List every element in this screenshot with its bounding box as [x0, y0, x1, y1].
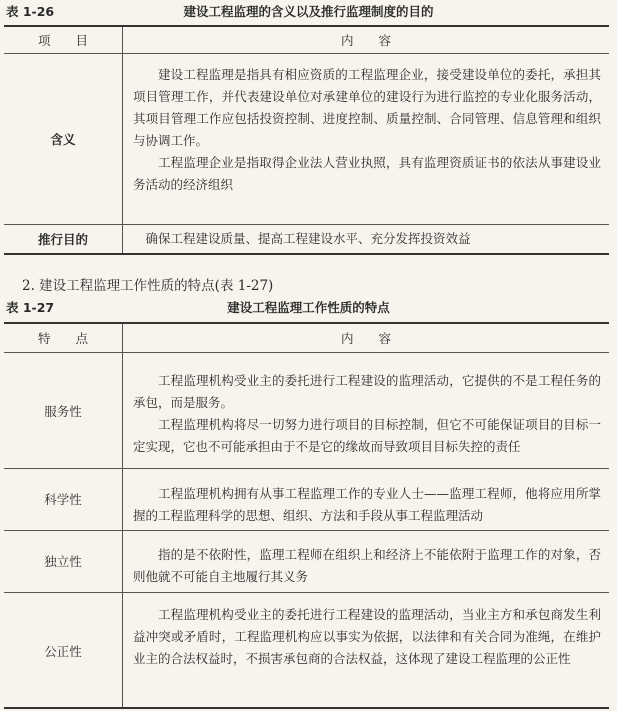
- paragraph: 工程监理机构将尽一切努力进行项目的目标控制，但它不可能保证项目的目标一定实现，它也不可能承担由于不是它的缘故而导致项目目标失控的责任: [133, 417, 601, 454]
- column-divider: [122, 324, 123, 707]
- paragraph: 确保工程建设质量、提高工程建设水平、充分发挥投资效益: [145, 231, 471, 246]
- column-divider: [122, 27, 123, 253]
- row-label-definition: 含义: [50, 132, 76, 147]
- row-content-purpose: [133, 228, 601, 250]
- row-content-scientific: [133, 483, 601, 527]
- row-label-service: 服务性: [44, 403, 82, 419]
- row-content-service: [133, 370, 601, 458]
- section-heading: 2. 建设工程监理工作性质的特点(表 1-27): [22, 278, 274, 294]
- column-header-item: 项 目: [37, 32, 88, 48]
- row-label-independence: 独立性: [44, 554, 82, 569]
- row-content-independence: [133, 544, 601, 588]
- row-label-purpose: 推行目的: [37, 232, 88, 247]
- table-bottom-rule: [4, 707, 609, 709]
- table-number: 表 1-26: [6, 4, 55, 19]
- table-caption: [6, 300, 611, 316]
- paragraph: 工程监理机构受业主的委托进行工程建设的监理活动，它提供的不是工程任务的承包，而是服务。: [133, 373, 601, 410]
- table-title: 建设工程监理的含义以及推行监理制度的目的: [183, 4, 434, 19]
- table-bottom-rule: [4, 253, 609, 255]
- row-content-impartiality: [133, 604, 601, 670]
- paragraph: 指的是不依附性，监理工程师在组织上和经济上不能依附于监理工作的对象，否则他就不可能自主地履行其义务: [133, 547, 601, 584]
- paragraph: 建设工程监理是指具有相应资质的工程监理企业，接受建设单位的委托，承担其项目管理工作，并代表建设单位对承建单位的建设行为进行监控的专业化服务活动，其项目管理工作应包括投资控制、进度控制、质量控制、合同管理、信息管理和组织与协调工作。: [133, 67, 601, 148]
- table-title: 建设工程监理工作性质的特点: [227, 300, 390, 315]
- paragraph: 工程监理机构拥有从事工程监理工作的专业人士——监理工程师，他将应用所掌握的工程监理科学的思想、组织、方法和手段从事工程监理活动: [133, 486, 601, 523]
- paragraph: 工程监理企业是指取得企业法人营业执照，具有监理资质证书的依法从事建设业务活动的经济组织: [133, 155, 601, 192]
- column-header-content: 内 容: [340, 32, 391, 48]
- row-label-impartiality: 公正性: [44, 643, 82, 659]
- paragraph: 工程监理机构受业主的委托进行工程建设的监理活动，当业主方和承包商发生利益冲突或矛盾时，工程监理机构应以事实为依据，以法律和有关合同为准绳，在维护业主的合法权益时，不损害承包商的合法权益，这体现了建设工程监理的公正性: [133, 607, 601, 666]
- column-header-feature: 特 点: [37, 330, 88, 346]
- table-caption: [6, 4, 611, 20]
- row-label-scientific: 科学性: [44, 492, 82, 507]
- column-header-content: 内 容: [340, 330, 391, 346]
- row-content-definition: [133, 64, 601, 196]
- table-number: 表 1-27: [6, 300, 55, 315]
